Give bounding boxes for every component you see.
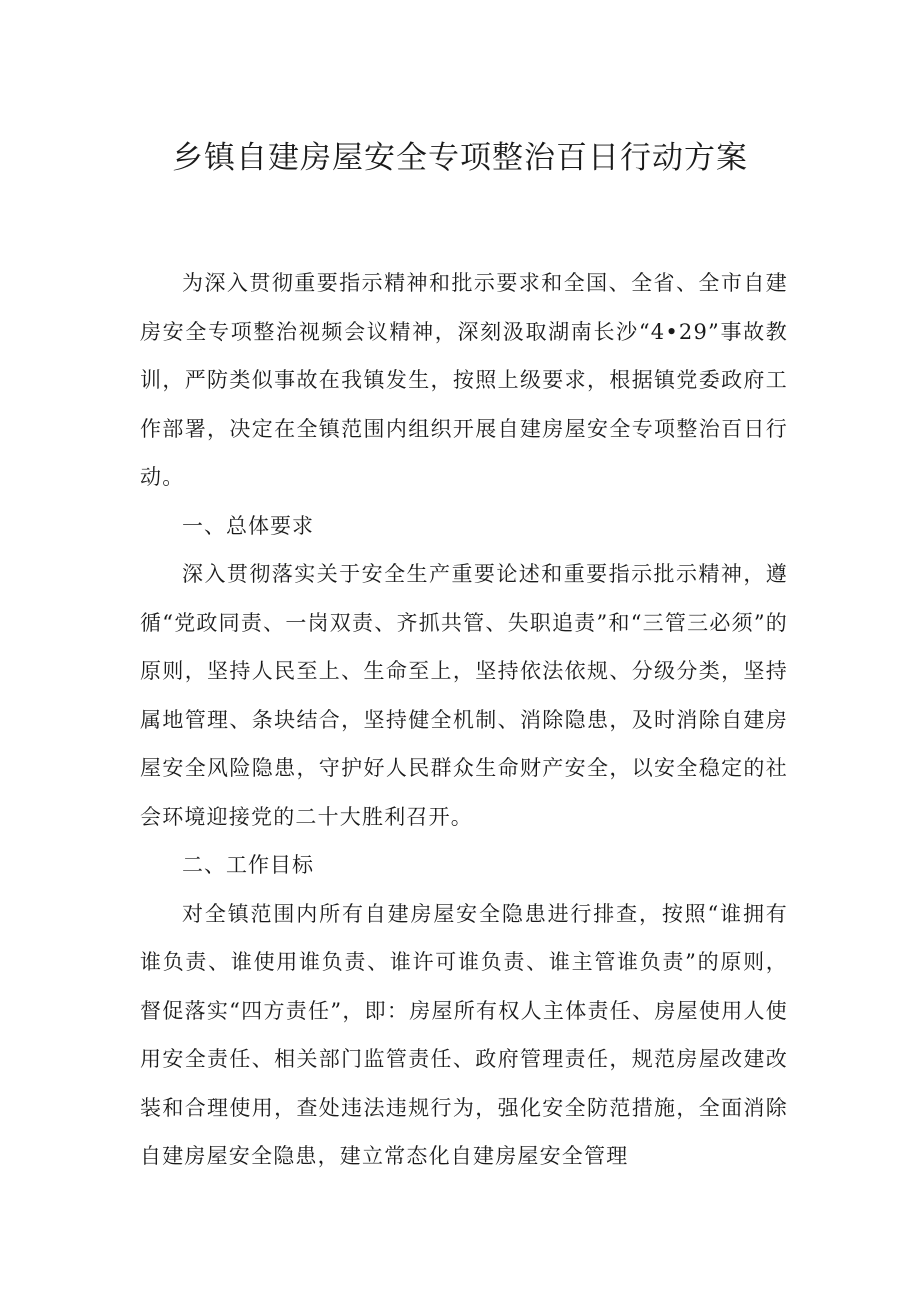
section-paragraph-work-goals: 对全镇范围内所有自建房屋安全隐患进行排查，按照“谁拥有谁负责、谁使用谁负责、谁许可谁负责、谁主管谁负责”的原则，督促落实“四方责任”，即：房屋所有权人主体责任、房屋使用人使用安全责任、相关部门监管责任、政府管理责任，规范房屋改建改装和合理使用，查处违法违规行为，强化安全防范措施，全面消除自建房屋安全隐患，建立常态化自建房屋安全管理 bbox=[140, 901, 788, 1168]
document-body bbox=[140, 259, 788, 1181]
intro-paragraph: 为深入贯彻重要指示精神和批示要求和全国、全省、全市自建房安全专项整治视频会议精神，深刻汲取湖南长沙“4•29”事故教训，严防类似事故在我镇发生，按照上级要求，根据镇党委政府工作部署，决定在全镇范围内组织开展自建房屋安全专项整治百日行动。 bbox=[140, 271, 788, 489]
section-heading-work-goals: 二、工作目标 bbox=[182, 853, 314, 877]
document-title: 乡镇自建房屋安全专项整治百日行动方案 bbox=[172, 140, 748, 176]
section-heading-general-requirements: 一、总体要求 bbox=[182, 513, 314, 538]
section-paragraph-general-requirements: 深入贯彻落实关于安全生产重要论述和重要指示批示精神，遵循“党政同责、一岗双责、齐抓共管、失职追责”和“三管三必须”的原则，坚持人民至上、生命至上，坚持依法依规、分级分类，坚持属地管理、条块结合，坚持健全机制、消除隐患，及时消除自建房屋安全风险隐患，守护好人民群众生命财产安全，以安全稳定的社会环境迎接党的二十大胜利召开。 bbox=[140, 562, 788, 829]
